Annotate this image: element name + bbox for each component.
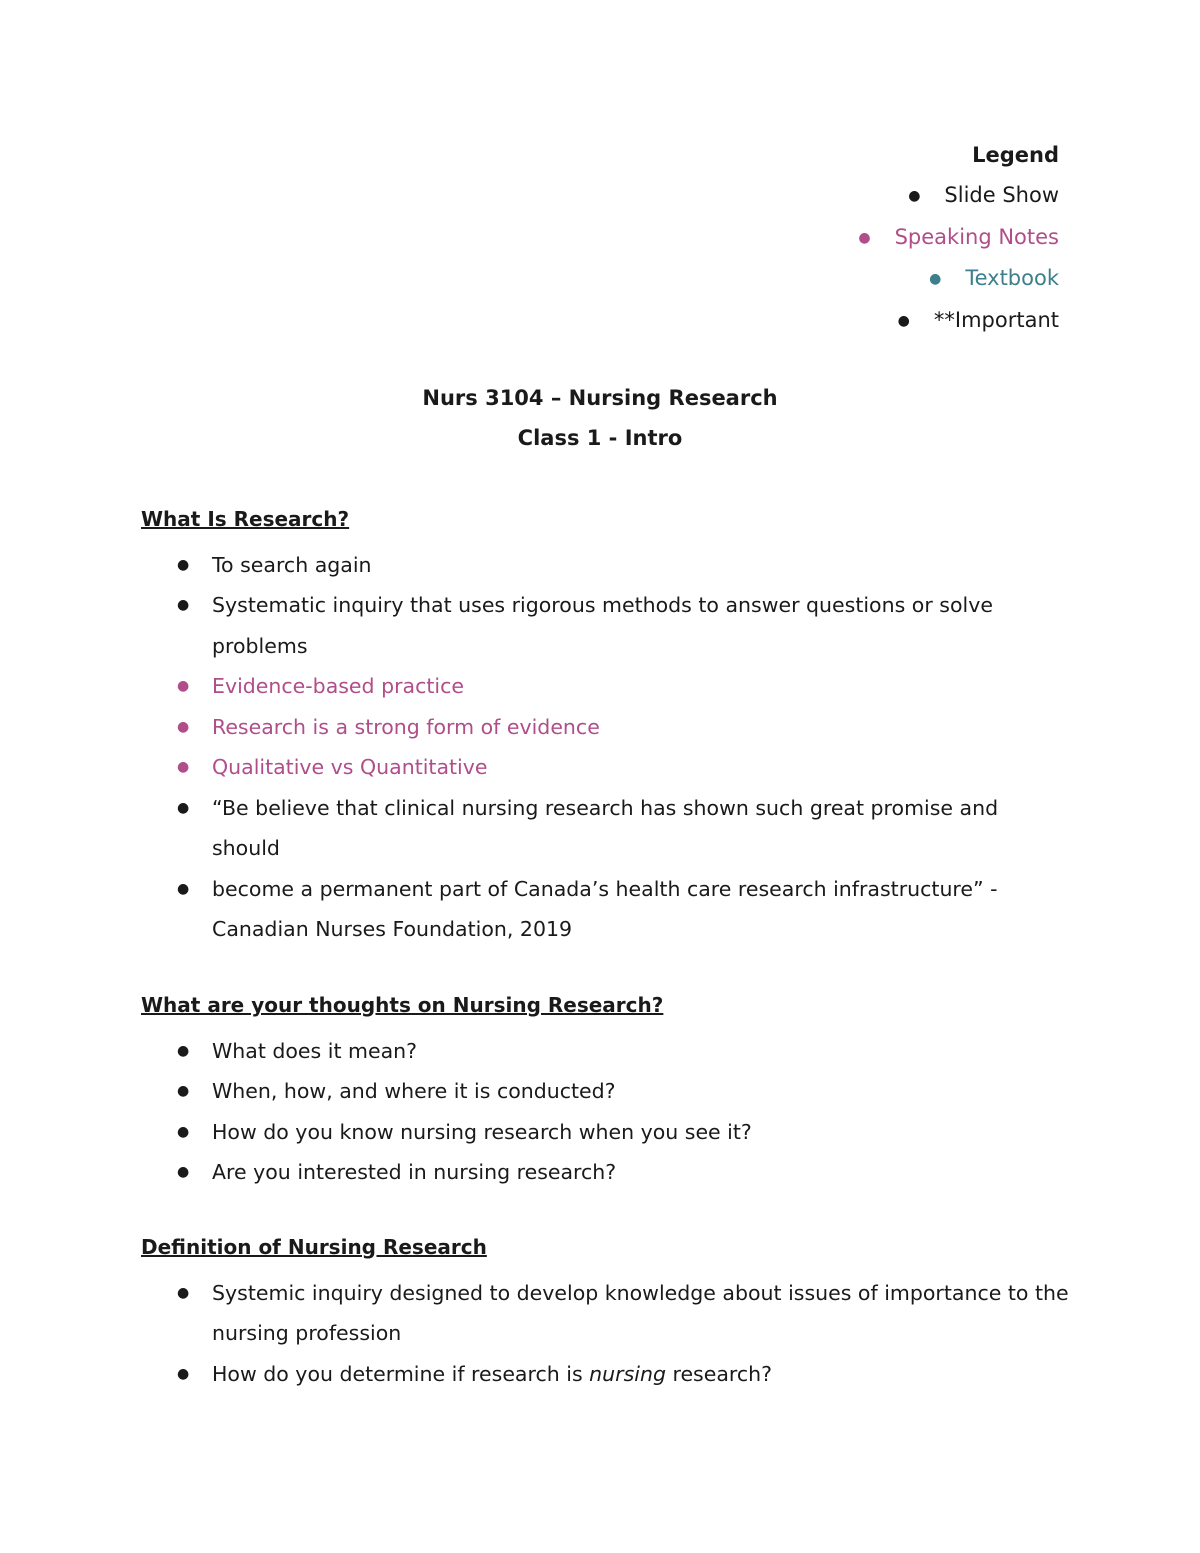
section-heading: What are your thoughts on Nursing Research?	[141, 993, 664, 1017]
bullet-icon: ●	[177, 880, 190, 897]
list-item	[141, 707, 1071, 748]
bullet-icon: ●	[858, 229, 871, 246]
bullet-icon: ●	[177, 1284, 190, 1301]
bullet-icon: ●	[177, 1365, 190, 1382]
bullet-icon: ●	[929, 271, 942, 287]
bullet-text: Are you interested in nursing research?	[212, 1160, 617, 1184]
legend-title: Legend	[972, 143, 1059, 167]
bullet-icon: ●	[177, 1083, 190, 1099]
list-item	[141, 1273, 1071, 1354]
bullet-text: What does it mean?	[212, 1038, 418, 1063]
bullet-text-emphasis: nursing	[589, 1361, 666, 1386]
bullet-list	[141, 1273, 1071, 1395]
bullet-list	[141, 1031, 1071, 1193]
section-what-is-research	[141, 504, 1071, 950]
legend-label: Textbook	[965, 266, 1059, 290]
list-item	[141, 1071, 1071, 1112]
course-title: Nurs 3104 – Nursing Research	[422, 386, 778, 410]
bullet-text: “Be believe that clinical nursing research has shown such great promise and should	[212, 795, 999, 860]
legend-label: Speaking Notes	[894, 224, 1059, 249]
list-item	[141, 666, 1071, 707]
bullet-list	[141, 545, 1071, 950]
bullet-text: Qualitative vs Quantitative	[212, 755, 488, 779]
legend-item-slide-show	[858, 180, 1059, 211]
bullet-text: To search again	[212, 552, 372, 577]
bullet-icon: ●	[177, 1164, 190, 1180]
bullet-icon: ●	[177, 556, 190, 573]
bullet-icon: ●	[177, 1123, 190, 1140]
legend-label: **Important	[933, 307, 1059, 332]
bullet-icon: ●	[177, 1042, 190, 1059]
legend-item-important	[858, 305, 1059, 336]
legend	[858, 140, 1059, 346]
bullet-icon: ●	[177, 759, 190, 775]
bullet-text: Evidence-based practice	[212, 674, 464, 698]
list-item	[141, 1031, 1071, 1072]
legend-label: Slide Show	[944, 183, 1059, 207]
section-heading: What Is Research?	[141, 507, 350, 531]
section-heading: Definition of Nursing Research	[141, 1235, 487, 1259]
legend-item-speaking-notes	[858, 222, 1059, 253]
bullet-icon: ●	[908, 188, 921, 204]
bullet-text: become a permanent part of Canada’s health care research infrastructure” - Canadian Nurses Foundation, 2019	[212, 876, 998, 941]
list-item	[141, 1152, 1071, 1193]
bullet-icon: ●	[177, 597, 190, 613]
bullet-text: How do you know nursing research when you see it?	[212, 1119, 752, 1144]
bullet-text: Systematic inquiry that uses rigorous methods to answer questions or solve problems	[212, 593, 993, 658]
list-item	[141, 545, 1071, 586]
bullet-text: Systemic inquiry designed to develop knowledge about issues of importance to the nursing profession	[212, 1280, 1069, 1345]
bullet-text: When, how, and where it is conducted?	[212, 1079, 616, 1103]
section-thoughts-on-nursing-research	[141, 990, 1071, 1193]
bullet-icon: ●	[897, 312, 910, 329]
list-item	[141, 747, 1071, 788]
list-item	[141, 1354, 1071, 1395]
list-item	[141, 585, 1071, 666]
bullet-icon: ●	[177, 718, 190, 735]
list-item	[141, 788, 1071, 869]
section-definition-of-nursing-research	[141, 1232, 1071, 1394]
legend-list	[858, 180, 1059, 336]
list-item	[141, 869, 1071, 950]
bullet-text-before: How do you determine if research is	[212, 1361, 590, 1386]
bullet-icon: ●	[177, 799, 190, 816]
bullet-icon: ●	[177, 678, 190, 694]
bullet-text-after: research?	[665, 1361, 773, 1386]
bullet-text: Research is a strong form of evidence	[212, 714, 600, 739]
list-item	[141, 1112, 1071, 1153]
legend-item-textbook	[858, 263, 1059, 294]
class-title: Class 1 - Intro	[517, 426, 683, 450]
